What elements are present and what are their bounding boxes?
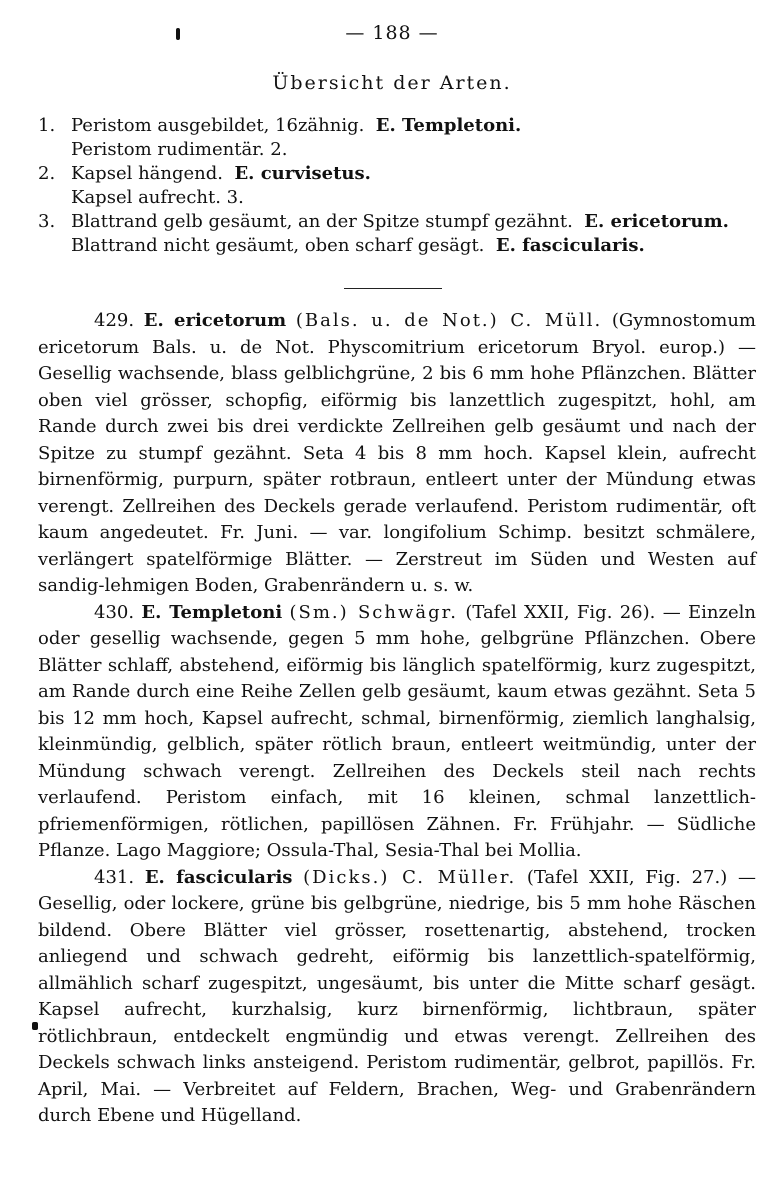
species-authority: (Dicks.) C. Müller. [303, 866, 517, 888]
species-name: E. ericetorum [143, 310, 287, 331]
species-name: E. fascicularis [144, 866, 293, 888]
species-descriptions [38, 308, 756, 1130]
section-heading: Übersicht der Arten. [272, 72, 512, 94]
key-text: Peristom rudimentär. 2. [71, 139, 288, 160]
entry-text: (Tafel XXII, Fig. 26). — Einzeln oder gesellig wachsende, gegen 5 mm hohe, gelbgrüne Pflänzchen. Obere Blätter schlaff, abstehend, eiförmig bis länglich spatelförmig, kurz zugespitzt, am Rande durch eine Reihe Zellen gelb gesäumt, kaum etwas gezähnt. Seta 5 bis 12 mm hoch, Kapsel aufrecht, schmal, birnenförmig, ziemlich langhalsig, kleinmündig, gelblich, später rötlich braun, entleert weitmündig, unter der Mündung schwach verengt. Zellreihen des Deckels steil nach rechts verlaufend. Peristom einfach, mit 16 kleinen, schmal lanzettlich-pfriemenförmigen, rötlichen, papillösen Zähnen. Fr. Frühjahr. — Südliche Pflanze. Lago Maggiore; Ossula-Thal, Sesia-Thal bei Mollia. [38, 601, 756, 861]
species-entry [38, 600, 756, 865]
page-number: — 188 — [345, 22, 439, 44]
entry-number: 429. [94, 310, 135, 331]
key-number: 2. [38, 163, 56, 184]
entry-number: 430. [94, 601, 135, 623]
entry-number: 431. [94, 866, 135, 888]
key-text: Blattrand nicht gesäumt, oben scharf gesägt. [71, 235, 485, 256]
key-number: 3. [38, 211, 56, 232]
key-result: E. Templetoni. [375, 115, 522, 136]
entry-text: (Tafel XXII, Fig. 27.) — Gesellig, oder lockere, grüne bis gelbgrüne, niedrige, bis 5 mm hohe Räschen bildend. Obere Blätter viel grösser, rosettenartig, abstehend, trocken anliegend und schwach gedreht, eiförmig bis lanzettlich-spatelförmig, allmählich scharf zugespitzt, ungesäumt, bis unter die Mitte scharf gesägt. Kapsel aufrecht, kurzhalsig, kurz birnenförmig, lichtbraun, später rötlichbraun, entdeckelt engmündig und etwas verengt. Zellreihen des Deckels schwach links ansteigend. Peristom rudimentär, gelbrot, papillös. Fr. April, Mai. — Verbreitet auf Feldern, Brachen, Weg- und Grabenrändern durch Ebene und Hügelland. [38, 866, 756, 1126]
entry-text: (Gymnostomum ericetorum Bals. u. de Not. Physcomitrium ericetorum Bryol. europ.) — Gesellig wachsende, blass gelblichgrüne, 2 bis 6 mm hohe Pflänzchen. Blätter oben viel grösser, schopfig, eiförmig bis lanzettlich zugespitzt, hohl, am Rande durch zwei bis drei verdickte Zellreihen gelb gesäumt und nach der Spitze zu stumpf gezähnt. Seta 4 bis 8 mm hoch. Kapsel klein, aufrecht birnenförmig, purpurn, später rotbraun, entleert unter der Mündung etwas verengt. Zellreihen des Deckels gerade verlaufend. Peristom rudimentär, oft kaum angedeutet. Fr. Juni. — var. longifolium Schimp. besitzt schmälere, verlängert spatelförmige Blätter. — Zerstreut im Süden und Westen auf sandig-lehmigen Boden, Grabenrändern u. s. w. [38, 310, 756, 596]
species-entry [38, 865, 756, 1130]
key-row [38, 186, 758, 210]
key-row [38, 162, 758, 186]
key-text: Peristom ausgebildet, 16zähnig. [71, 115, 365, 136]
species-authority: (Sm.) Schwägr. [289, 601, 458, 623]
key-text: Blattrand gelb gesäumt, an der Spitze stumpf gezähnt. [71, 211, 573, 232]
key-row [38, 234, 758, 258]
species-name: E. Templetoni [141, 601, 283, 623]
key-result: E. ericetorum. [584, 211, 729, 232]
key-row [38, 210, 758, 234]
key-result: E. fascicularis. [495, 235, 645, 256]
key-row [38, 114, 758, 138]
species-authority: (Bals. u. de Not.) C. Müll. [295, 310, 603, 331]
key-number: 1. [38, 115, 56, 136]
key-text: Kapsel aufrecht. 3. [71, 187, 244, 208]
key-result: E. curvisetus. [234, 163, 371, 184]
key-row [38, 138, 758, 162]
species-key [38, 114, 758, 258]
key-text: Kapsel hängend. [71, 163, 223, 184]
section-divider [344, 288, 442, 289]
species-entry [38, 308, 756, 600]
